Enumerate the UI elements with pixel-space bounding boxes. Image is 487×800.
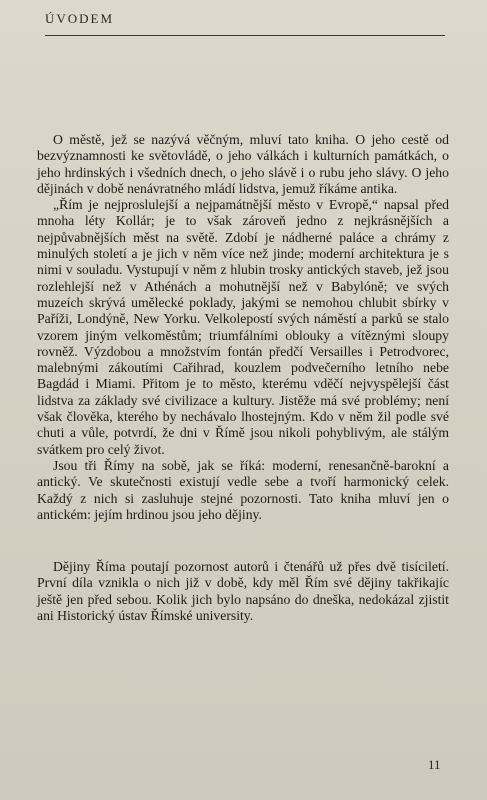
paragraph-rome-city: „Řím je nejproslulejší a nejpamátnější město v Evropě,“ napsal před mnoha léty Kollár; je to však zároveň jedno z nejkrásnějších a nejpůvabnějších měst na světě. Zdobí je nádherné paláce a chrámy z minulých století a je jich v něm více než jinde; moderní architektura je s nimi v souladu. Vystupují v něm z hlubin trosky antických staveb, jež jsou rozlehlejší než v Athénách a mohutnější než v Babylóně; ve svých muzeích skrývá umělecké poklady, jakými se nemohou chlubit sbírky v Paříži, Londýně, New Yorku. Velkolepostí svých náměstí a parků se stalo vzorem jiným velkoměstům; triumfálními oblouky a vítěznými sloupy rovněž. Výzdobou a množstvím fontán předčí Versailles i Petrodvorec, malebnými zákoutími Cařihrad, kouzlem podvečerního letního nebe Bagdád i Miami. Přitom je to město, kterému vděčí nejvyspělejší část lidstva za základy své civilizace a kultury. Jistěže má své problémy; není však člověka, kterého by nechávalo lhostejným. Kdo v něm žil podle své chuti a vůle, potvrdí, že dni v Římě jsou nikoli pohyblivým, ale stálým svátkem pro celý život. — [37, 197, 449, 457]
page-number: 11 — [428, 757, 441, 772]
running-head: ÚVODEM — [45, 11, 115, 26]
header-rule — [45, 35, 445, 36]
paragraph-intro: O městě, jež se nazývá věčným, mluví tato kniha. O jeho cestě od bezvýznamnosti ke světovládě, o jeho válkách i kulturních památkách, o jeho hrdinských i všedních dnech, o jeho slávě i o rubu jeho slávy. O jeho dějinách v době nenávratného mládí lidstva, jemuž říkáme antika. — [37, 132, 449, 196]
paragraph-three-romes: Jsou tři Římy na sobě, jak se říká: moderní, renesančně-barokní a antický. Ve skutečnosti existují vedle sebe a tvoří harmonický celek. Každý z nich si zasluhuje stejné pozornosti. Tato kniha mluví jen o antickém: jejím hrdinou jsou jeho dějiny. — [37, 457, 449, 522]
body-text — [37, 132, 449, 624]
paragraph-history: Dějiny Říma poutají pozornost autorů i čtenářů už přes dvě tisíciletí. První díla vznikla o nich již v době, kdy měl Řím své dějiny takřikajíc ještě jen před sebou. Kolik jich bylo napsáno do dneška, nedokázal zjistit ani Historický ústav Římské university. — [37, 559, 449, 624]
